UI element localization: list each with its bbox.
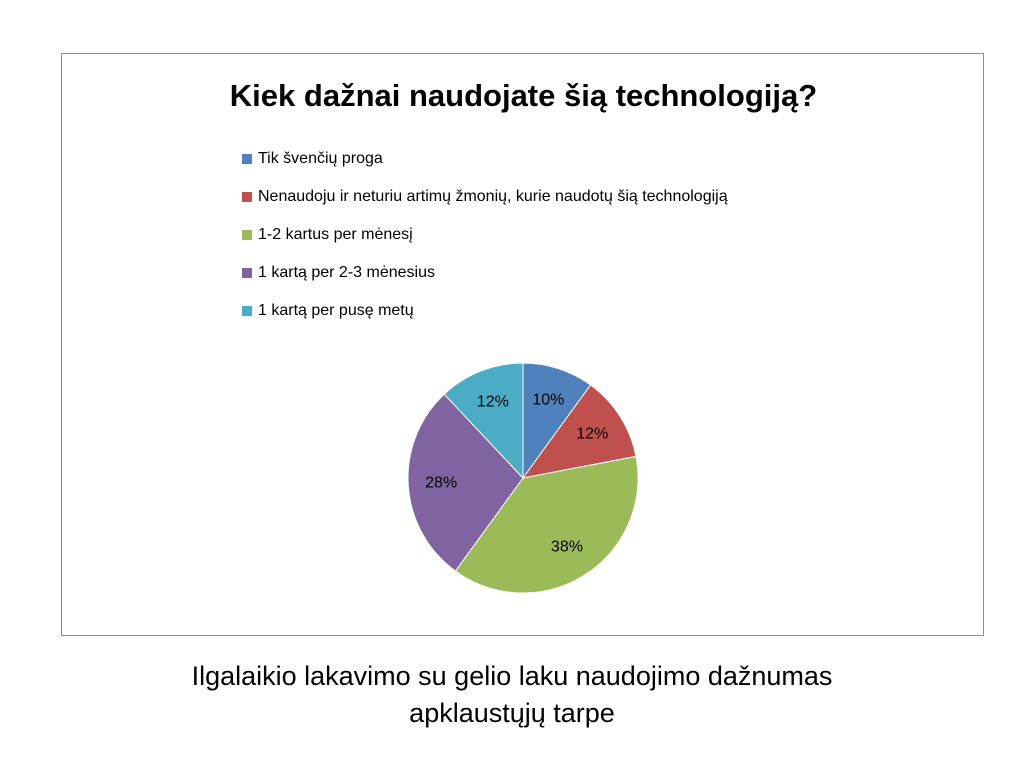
legend-label-3: 1 kartą per 2-3 mėnesius	[258, 264, 435, 281]
chart-frame	[61, 53, 984, 636]
slide-caption	[0, 658, 1024, 732]
pie-label-4: 12%	[476, 393, 509, 411]
legend-label-2: 1-2 kartus per mėnesį	[258, 226, 413, 243]
pie-label-2: 38%	[550, 538, 583, 556]
legend-label-1: Nenaudoju ir neturiu artimų žmonių, kurie naudotų šią technologiją	[258, 188, 728, 205]
pie-chart	[62, 54, 985, 637]
caption-line-1: Ilgalaikio lakavimo su gelio laku naudojimo dažnumas	[191, 661, 833, 691]
pie-label-1: 12%	[576, 425, 609, 443]
pie-label-3: 28%	[425, 474, 458, 492]
chart-title: Kiek dažnai naudojate šią technologiją?	[229, 78, 818, 113]
legend-label-0: Tik švenčių proga	[258, 150, 383, 167]
caption-line-2: apklaustųjų tarpe	[409, 698, 615, 728]
legend-label-4: 1 kartą per pusę metų	[258, 302, 414, 319]
pie-label-0: 10%	[532, 391, 565, 409]
